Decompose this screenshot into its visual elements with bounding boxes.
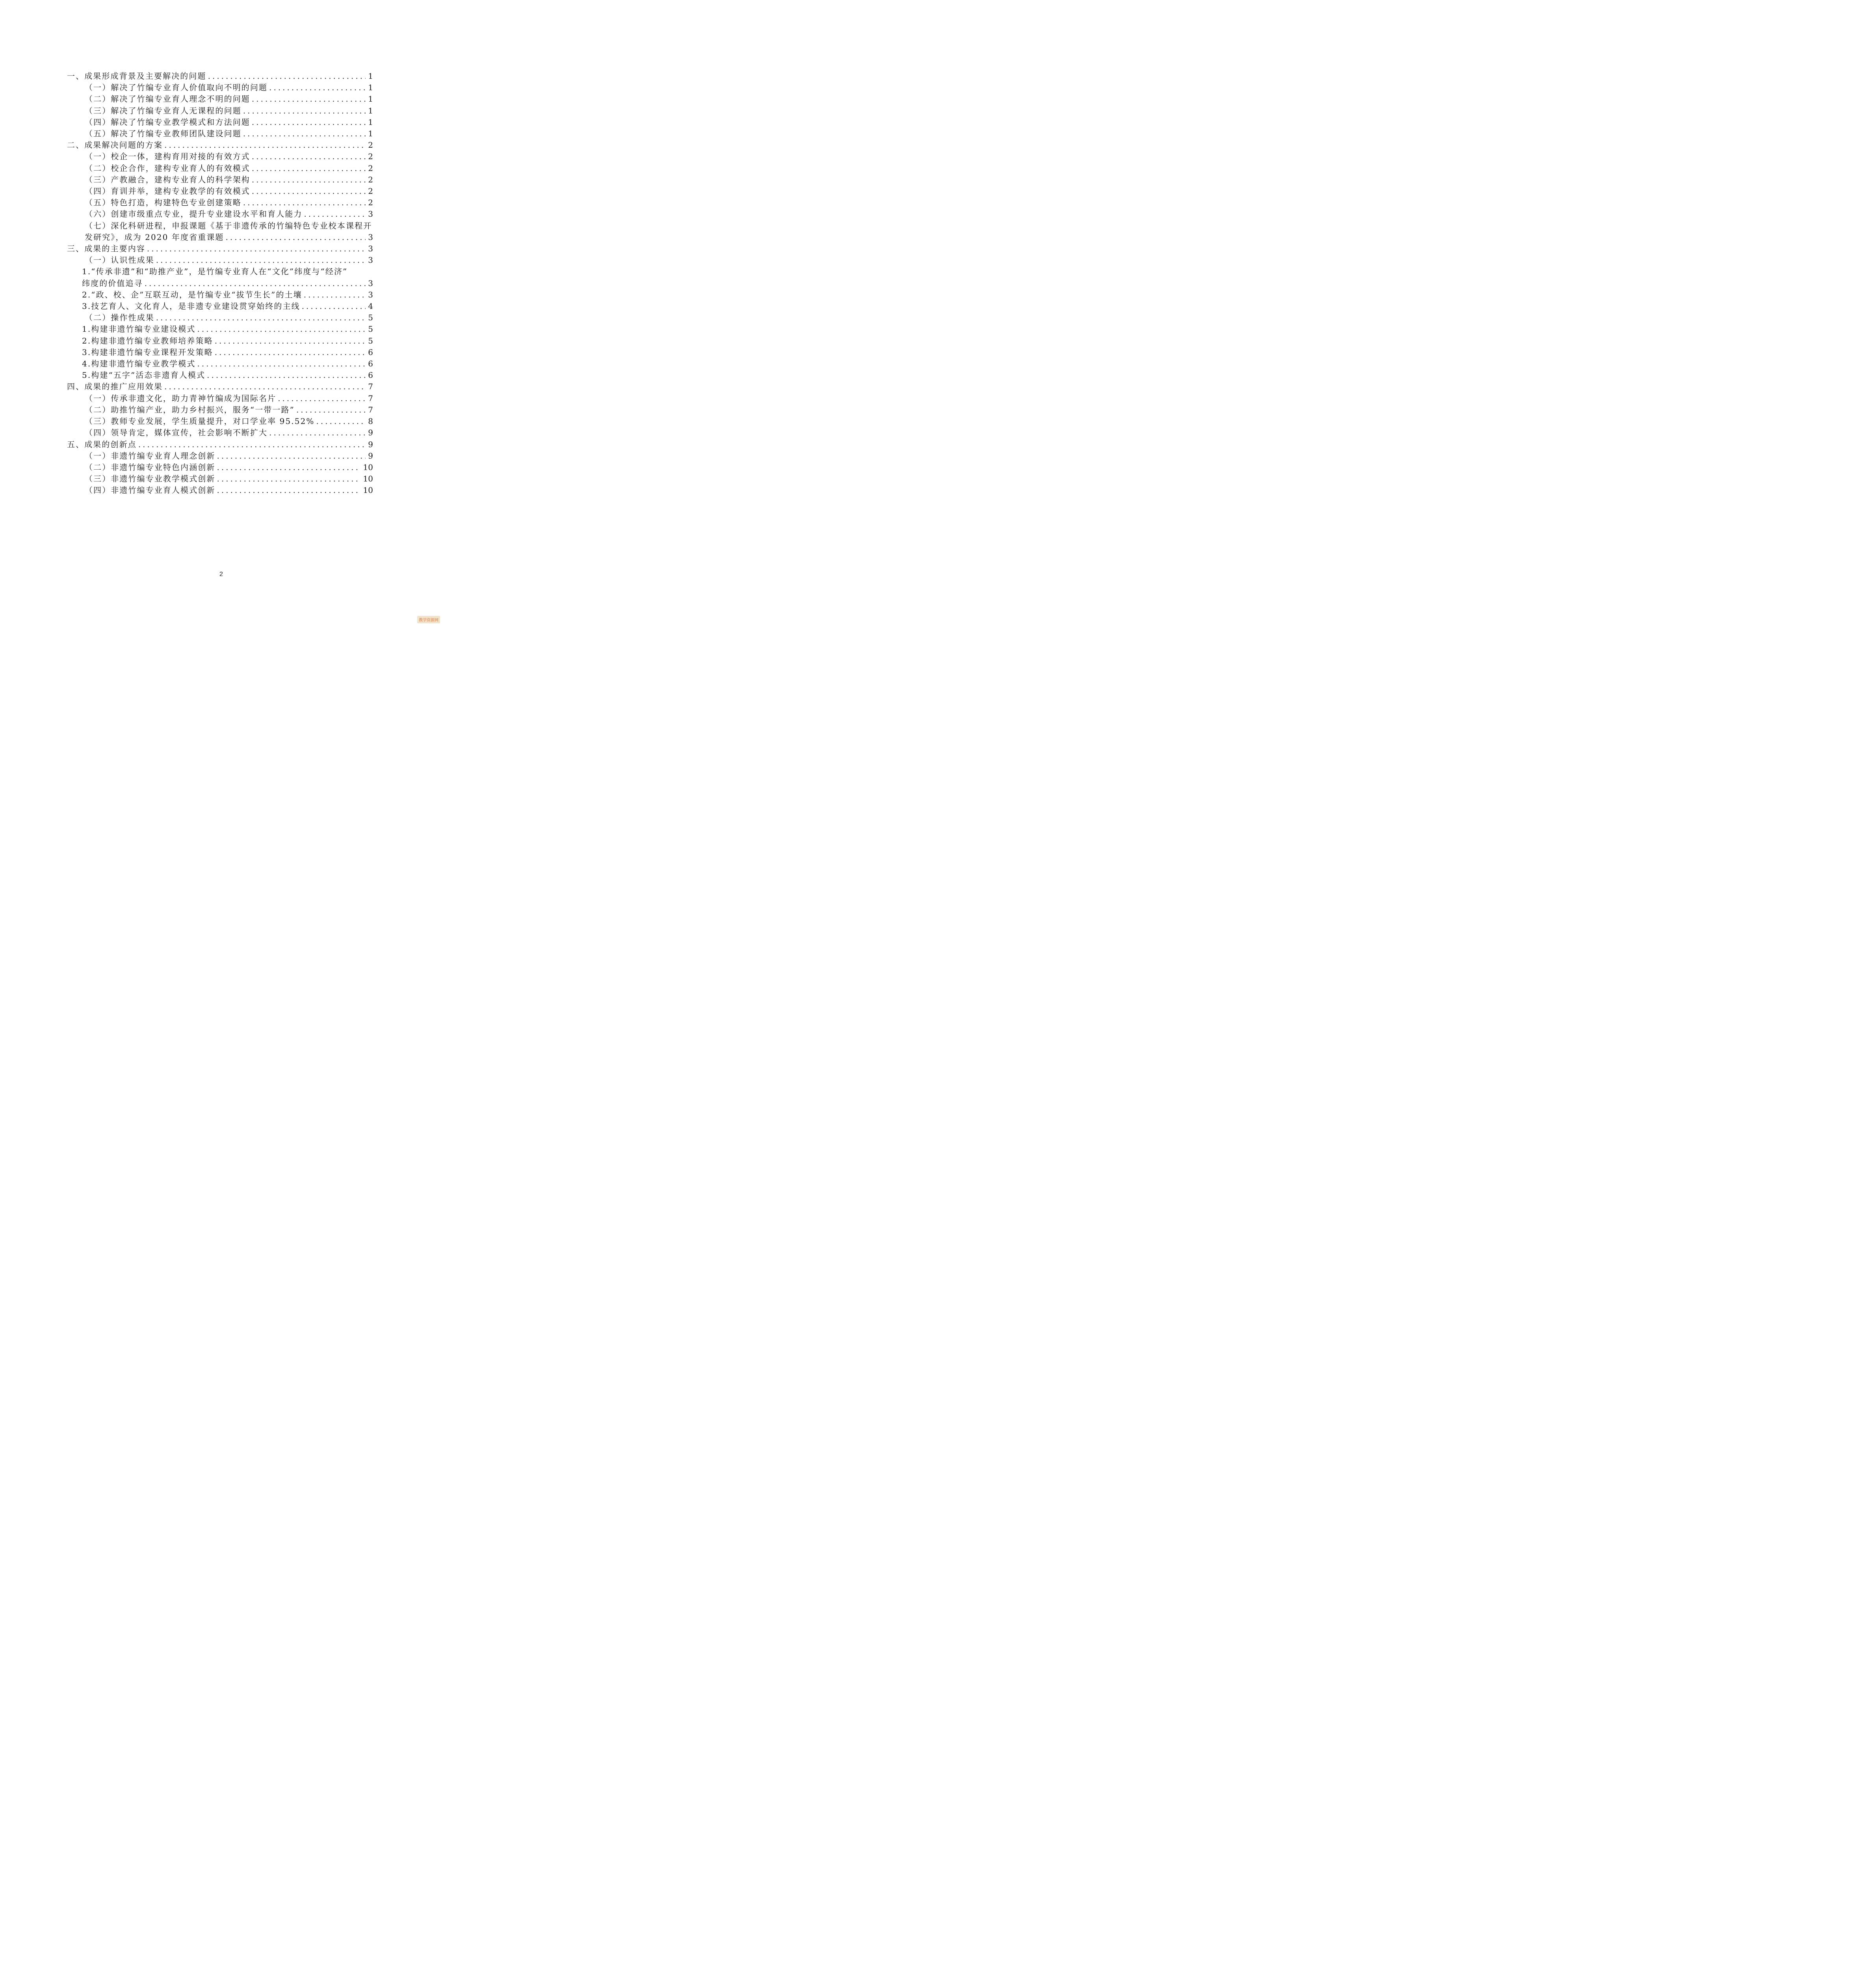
toc-leader-dots: [252, 151, 366, 162]
toc-entry-title: 一、成果形成背景及主要解决的问题: [67, 71, 206, 81]
toc-entry-page: 1: [368, 94, 373, 104]
toc-entry-page: 9: [368, 439, 373, 449]
toc-entry-page: 5: [368, 336, 373, 346]
toc-leader-dots: [269, 427, 366, 439]
toc-leader-dots: [243, 197, 366, 208]
toc-entry-title: （二）操作性成果: [85, 313, 154, 323]
toc-entry-title: （六）创建市级重点专业，提升专业建设水平和育人能力: [85, 209, 303, 219]
toc-leader-dots: [197, 358, 366, 370]
toc-entry-title: （二）非遗竹编专业特色内涵创新: [85, 462, 215, 472]
toc-entry-title: 2.构建非遗竹编专业教师培养策略: [82, 336, 213, 346]
toc-leader-dots: [215, 347, 366, 358]
toc-entry-page: 3: [368, 290, 373, 299]
toc-entry[interactable]: [67, 485, 373, 496]
toc-leader-dots: [252, 186, 366, 197]
page-number: 2: [219, 571, 223, 578]
toc-leader-dots: [147, 243, 366, 255]
toc-leader-dots: [243, 105, 366, 117]
toc-leader-dots: [156, 312, 366, 323]
toc-entry-title: （二）助推竹编产业，助力乡村振兴，服务“一带一路”: [85, 405, 295, 414]
toc-entry[interactable]: [67, 93, 373, 105]
toc-entry-title: （四）育训并举，建构专业教学的有效模式: [85, 186, 250, 196]
toc-entry-page: 10: [363, 462, 373, 472]
toc-entry-title: （四）领导肯定，媒体宣传，社会影响不断扩大: [85, 428, 268, 438]
toc-entry-title: 1.构建非遗竹编专业建设模式: [82, 324, 196, 334]
toc-entry-page: 10: [363, 474, 373, 484]
toc-leader-dots: [217, 450, 366, 462]
toc-entry-title: （五）特色打造，构建特色专业创建策略: [85, 198, 241, 208]
toc-entry[interactable]: [67, 404, 373, 416]
toc-entry-page: 7: [368, 393, 373, 403]
toc-entry-page: 4: [368, 301, 373, 311]
toc-entry-title: （三）产教融合，建构专业育人的科学架构: [85, 175, 250, 184]
toc-leader-dots: [252, 163, 366, 174]
toc-entry-title: （三）教师专业发展，学生质量提升，对口学业率 95.52%: [85, 416, 315, 426]
toc-entry-page: 3: [368, 278, 373, 288]
toc-entry-page: 5: [368, 313, 373, 323]
toc-entry-page: 3: [368, 209, 373, 219]
toc-entry-page: 1: [368, 117, 373, 127]
toc-leader-dots: [252, 174, 366, 186]
toc-entry-page: 7: [368, 382, 373, 392]
toc-entry-page: 9: [368, 451, 373, 461]
toc-leader-dots: [217, 473, 361, 485]
toc-entry-page: 8: [368, 416, 373, 426]
toc-leader-dots: [208, 71, 366, 82]
toc-entry-page: 2: [368, 163, 373, 173]
toc-entry[interactable]: [67, 186, 373, 197]
toc-entry-title: 4.构建非遗竹编专业教学模式: [82, 359, 196, 369]
toc-entry-page: 3: [368, 255, 373, 265]
toc-entry[interactable]: [67, 255, 373, 266]
toc-entry[interactable]: [67, 71, 373, 82]
toc-entry-title: （二）解决了竹编专业育人理念不明的问题: [85, 94, 250, 104]
toc-entry[interactable]: [67, 301, 373, 312]
toc-entry-page: 9: [368, 428, 373, 438]
toc-entry[interactable]: [67, 358, 373, 370]
toc-leader-dots: [296, 404, 366, 416]
toc-leader-dots: [138, 439, 366, 450]
table-of-contents: [67, 71, 373, 496]
toc-entry-title: （二）校企合作，建构专业育人的有效模式: [85, 163, 250, 173]
toc-leader-dots: [252, 117, 366, 128]
toc-leader-dots: [243, 128, 366, 139]
toc-leader-dots: [156, 255, 366, 266]
toc-entry[interactable]: [67, 427, 373, 439]
toc-entry[interactable]: [67, 243, 373, 255]
toc-entry-page: 2: [368, 140, 373, 150]
toc-entry[interactable]: [67, 163, 373, 174]
toc-entry-page: 2: [368, 152, 373, 162]
toc-entry-page: 3: [368, 232, 373, 242]
toc-entry[interactable]: [67, 439, 373, 450]
toc-entry-title: 四、成果的推广应用效果: [67, 382, 163, 392]
toc-entry-title: （一）解决了竹编专业育人价值取向不明的问题: [85, 83, 268, 93]
toc-entry-title: （一）认识性成果: [85, 255, 154, 265]
toc-entry-page: 1: [368, 71, 373, 81]
toc-entry-title: 三、成果的主要内容: [67, 244, 145, 254]
toc-entry-title: （三）非遗竹编专业教学模式创新: [85, 474, 215, 484]
toc-entry[interactable]: [67, 312, 373, 323]
toc-entry-title: 纬度的价值追寻: [82, 278, 143, 288]
toc-entry[interactable]: [67, 139, 373, 151]
toc-leader-dots: [145, 278, 366, 289]
toc-entry[interactable]: [67, 220, 373, 243]
toc-entry-page: 7: [368, 405, 373, 414]
toc-entry-page: 2: [368, 198, 373, 208]
toc-leader-dots: [316, 416, 366, 427]
toc-entry-title: （一）非遗竹编专业育人理念创新: [85, 451, 215, 461]
toc-leader-dots: [304, 289, 366, 301]
toc-entry-title: （一）传承非遗文化，助力青神竹编成为国际名片: [85, 393, 277, 403]
toc-leader-dots: [197, 323, 366, 335]
toc-leader-dots: [164, 381, 366, 392]
toc-entry-page: 6: [368, 347, 373, 357]
toc-entry[interactable]: [67, 117, 373, 128]
toc-entry[interactable]: [67, 128, 373, 139]
toc-entry-title: 五、成果的创新点: [67, 439, 137, 449]
toc-entry[interactable]: [67, 416, 373, 427]
toc-leader-dots: [215, 335, 366, 347]
toc-entry[interactable]: [67, 462, 373, 473]
toc-entry[interactable]: [67, 393, 373, 404]
toc-entry[interactable]: [67, 323, 373, 335]
toc-entry-title: （三）解决了竹编专业育人无课程的问题: [85, 106, 241, 115]
toc-entry-title: （四）解决了竹编专业教学模式和方法问题: [85, 117, 250, 127]
toc-entry[interactable]: [67, 105, 373, 117]
toc-entry[interactable]: [67, 335, 373, 347]
toc-entry-page: 1: [368, 106, 373, 115]
toc-entry-title: 发研究》，成为 2020 年度省重课题: [85, 232, 224, 242]
toc-leader-dots: [217, 485, 361, 496]
toc-entry[interactable]: [67, 370, 373, 381]
toc-entry-page: 10: [363, 485, 373, 495]
site-watermark: 教学资源网: [417, 616, 440, 623]
toc-entry-title: 5.构建“五字”活态非遗育人模式: [82, 370, 206, 380]
toc-entry-title-line1: （七）深化科研进程，申报课题《基于非遗传承的竹编特色专业校本课程开: [85, 221, 372, 230]
toc-leader-dots: [217, 462, 361, 473]
toc-leader-dots: [164, 139, 366, 151]
toc-leader-dots: [278, 393, 366, 404]
toc-leader-dots: [226, 232, 366, 243]
toc-entry-page: 5: [368, 324, 373, 334]
toc-entry[interactable]: [67, 266, 373, 289]
toc-entry[interactable]: [67, 289, 373, 301]
toc-entry[interactable]: [67, 197, 373, 208]
toc-entry[interactable]: [67, 151, 373, 162]
toc-entry[interactable]: [67, 381, 373, 392]
toc-entry-title: （四）非遗竹编专业育人模式创新: [85, 485, 215, 495]
toc-entry-page: 1: [368, 83, 373, 93]
toc-entry-title: 3.构建非遗竹编专业课程开发策略: [82, 347, 213, 357]
toc-entry-page: 6: [368, 370, 373, 380]
toc-entry-title: （五）解决了竹编专业教师团队建设问题: [85, 129, 241, 139]
toc-leader-dots: [302, 301, 366, 312]
toc-entry-page: 3: [368, 244, 373, 254]
toc-entry-page: 2: [368, 175, 373, 184]
toc-entry[interactable]: [67, 174, 373, 186]
toc-entry-title-line1: 1.“传承非遗”和“助推产业”，是竹编专业育人在“文化”纬度与“经济”: [82, 267, 348, 277]
toc-entry[interactable]: [67, 82, 373, 93]
toc-entry[interactable]: [67, 450, 373, 462]
toc-entry-title: （一）校企一体，建构育用对接的有效方式: [85, 152, 250, 162]
toc-leader-dots: [207, 370, 366, 381]
toc-leader-dots: [304, 208, 366, 220]
toc-entry-page: 2: [368, 186, 373, 196]
toc-entry-title: 2.“政、校、企”互联互动，是竹编专业“拔节生长”的土壤: [82, 290, 302, 299]
toc-entry-page: 1: [368, 129, 373, 139]
toc-entry-page: 6: [368, 359, 373, 369]
toc-leader-dots: [252, 93, 366, 105]
toc-leader-dots: [269, 82, 366, 93]
toc-entry[interactable]: [67, 473, 373, 485]
toc-entry[interactable]: [67, 208, 373, 220]
toc-entry-title: 3.技艺育人、文化育人，是非遗专业建设贯穿始终的主线: [82, 301, 300, 311]
toc-entry-title: 二、成果解决问题的方案: [67, 140, 163, 150]
toc-entry[interactable]: [67, 347, 373, 358]
